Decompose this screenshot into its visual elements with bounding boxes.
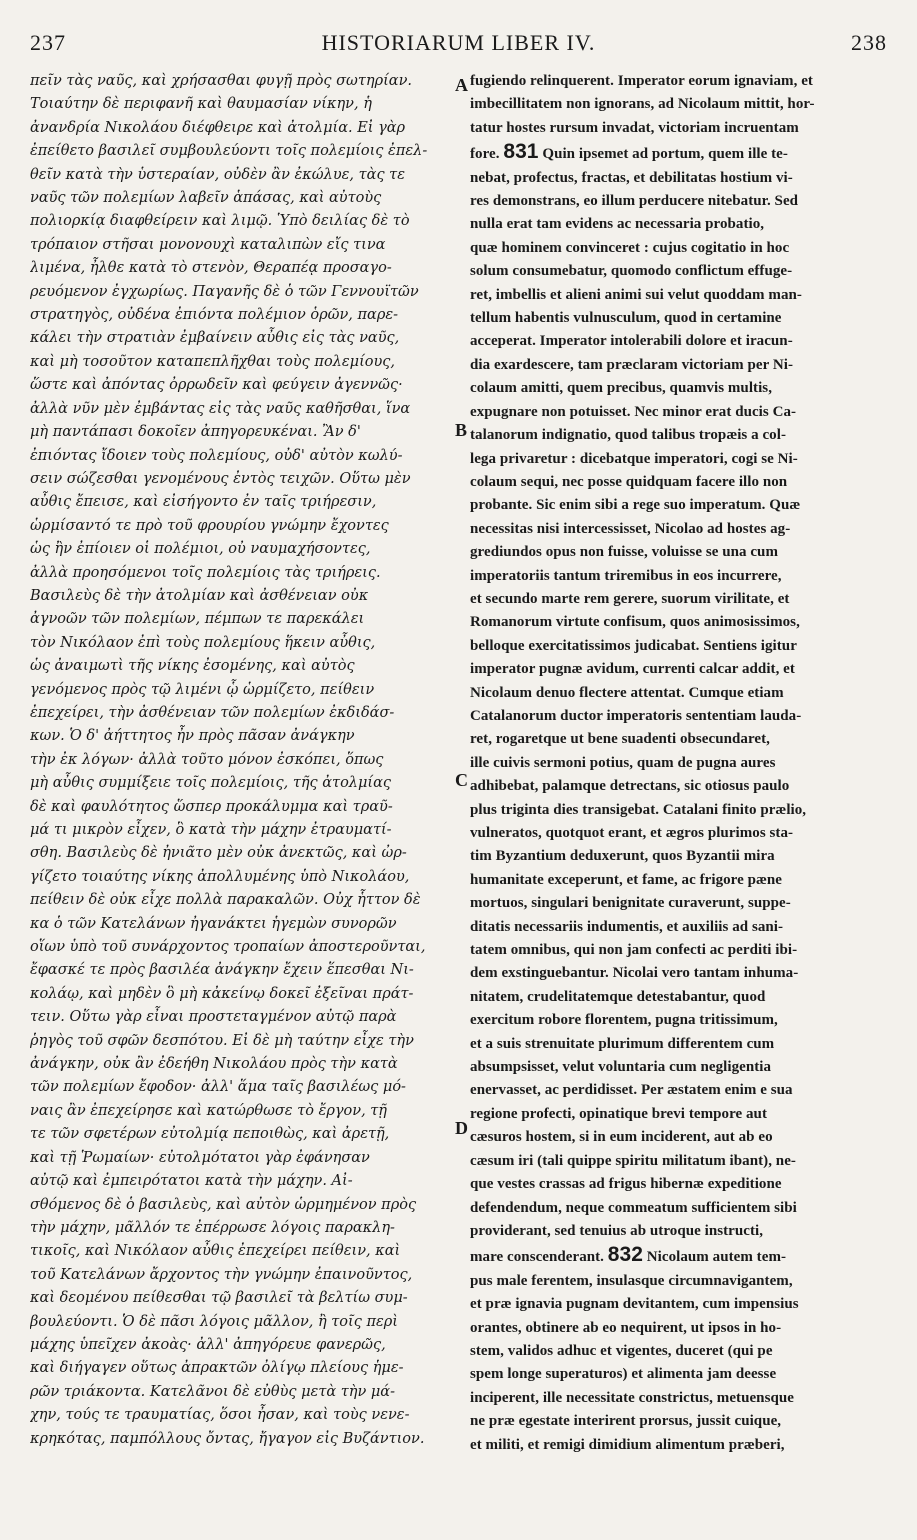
latin-line: dia exardescere, tam præclaram victoriam per Ni- <box>470 356 793 373</box>
greek-line: πολιορκίᾳ διαφθείρειν καὶ λιμῷ. Ὑπὸ δειλίας δὲ τὸ <box>30 213 410 230</box>
greek-line: καὶ τῇ Ῥωμαίων· εὐτολμότατοι γὰρ ἐφάνησαν <box>30 1149 370 1166</box>
greek-line: ναις ἂν ἐπεχείρησε καὶ κατώρθωσε τὸ ἔργον, τῇ <box>30 1102 387 1119</box>
running-title: HISTORIARUM LIBER IV. <box>321 30 596 55</box>
latin-line: ne præ egestate interirent prorsus, jussit cuique, <box>470 1413 782 1430</box>
latin-line-text: mare conscenderant. <box>470 1249 608 1266</box>
greek-line: πείθειν δὲ οὐκ εἶχε πολλὰ παρακαλῶν. Οὐχ ἧττον δὲ <box>30 892 421 909</box>
latin-line: grediundos opus non fuisse, voluisse se una cum <box>470 544 778 561</box>
page-header <box>30 30 887 62</box>
greek-line: κρηκότας, παμπόλλους ὄντας, ἤγαγον εἰς Βυζάντιον. <box>30 1430 425 1447</box>
greek-line: ἀνανδρία Νικολάου διέφθειρε καὶ ἀτολμία. Εἰ γὰρ <box>30 119 406 136</box>
latin-line: colaum amitti, quem precibus, quamvis multis, <box>470 380 772 397</box>
latin-line: probante. Sic enim sibi a rege suo imperatum. Quæ <box>470 497 801 514</box>
latin-line <box>470 140 887 166</box>
latin-line: ret, rogaretque ut bene suadenti obsecundaret, <box>470 731 770 748</box>
latin-line: colaum sequi, nec posse quidquam facere illo non <box>470 473 788 490</box>
latin-line: solum consumebatur, quomodo conflictum effuge- <box>470 263 793 280</box>
greek-line: μάχης ὑπεῖχεν ἀκοὰς· ἀλλ' ἀπηγόρευε φανερῶς, <box>30 1336 386 1353</box>
greek-line: καὶ δεομένου πείθεσθαι τῷ βασιλεῖ τὰ βελτίω συμ- <box>30 1290 408 1307</box>
latin-line <box>470 1243 887 1269</box>
greek-line: χην, τούς τε τραυματίας, ὅσοι ἦσαν, καὶ τοὺς νενε- <box>30 1407 410 1424</box>
latin-line: Catalanorum ductor imperatoris sententiam lauda- <box>470 707 802 724</box>
latin-line: quæ hominem convinceret : cujus cogitatio in hoc <box>470 239 790 256</box>
latin-line: expugnare non potuisset. Nec minor erat ducis Ca- <box>470 403 797 420</box>
greek-line: τὴν ἐκ λόγων· ἀλλὰ τοῦτο μόνον ἐσκόπει, ὅπως <box>30 751 384 768</box>
greek-line: τειν. Οὕτω γὰρ εἶναι προστεταγμένον αὐτῷ παρὰ <box>30 1009 397 1026</box>
greek-line: στρατηγὸς, οὐδένα ἐπιόντα πολέμιον ὁρῶν, παρε- <box>30 307 399 324</box>
section-number: 831 <box>503 140 539 164</box>
latin-line: tatur hostes rursum invadat, victoriam incruentam <box>470 119 799 136</box>
latin-line: absumpsisset, velut voluntaria cum negligentia <box>470 1059 772 1076</box>
latin-line: providerant, sed tenuius ab utroque instructi, <box>470 1222 764 1239</box>
greek-line: τὸν Νικόλαον ἐπὶ τοὺς πολεμίους ἥκειν αὖθις, <box>30 634 376 651</box>
greek-line: τοῦ Κατελάνων ἄρχοντος τὴν γνώμην ἐπαινοῦντος, <box>30 1266 413 1283</box>
greek-text-column <box>30 70 454 1510</box>
greek-line: αὐτῷ καὶ ἐμπειρότατοι κατὰ τὴν μάχην. Αἰ- <box>30 1173 353 1190</box>
latin-line: spem longe superaturos) et alimenta jam deesse <box>470 1366 777 1383</box>
latin-line: adhibebat, palamque detrectans, sic otiosus paulo <box>470 778 790 795</box>
margin-letter-b: B <box>455 420 468 440</box>
greek-line: δὲ καὶ φαυλότητος ὥσπερ προκάλυμμα καὶ τραῦ- <box>30 798 393 815</box>
latin-line: inciperent, ille necessitate constrictus, metuensque <box>470 1389 794 1406</box>
latin-text-column <box>470 70 887 1510</box>
greek-line: σθόμενος δὲ ὁ βασιλεὺς, καὶ αὐτὸν ὡρμημένον πρὸς <box>30 1196 417 1213</box>
latin-line: ille cuivis sermoni potius, quam de pugna aures <box>470 754 776 771</box>
greek-line: λιμένα, ἦλθε κατὰ τὸ στενὸν, Θεραπέᾳ προσαγο- <box>30 260 392 277</box>
latin-line: et præ ignavia pugnam devitantem, cum impensius <box>470 1296 799 1313</box>
greek-line: ἐπιόντας ἴδοιεν τοὺς πολεμίους, οὐδ' αὐτὸν κωλύ- <box>30 447 403 464</box>
latin-line: tellum habentis vulnusculum, quod in certamine <box>470 310 782 327</box>
greek-line: ρῶν τριάκοντα. Κατελᾶνοι δὲ εὐθὺς μετὰ τὴν μά- <box>30 1383 395 1400</box>
latin-line: defendendum, neque commeatum sufficientem sibi <box>470 1199 797 1216</box>
latin-line: ret, imbellis et alieni animi sui velut quoddam man- <box>470 286 802 303</box>
left-page-number: 237 <box>30 30 66 55</box>
greek-line: μὴ αὖθις συμμίξειε τοῖς πολεμίοις, τῆς ἀτολμίας <box>30 775 392 792</box>
latin-line: et a suis strenuitate plurimum differentem cum <box>470 1035 775 1052</box>
latin-line: plus triginta dies transigebat. Catalani finito prælio, <box>470 801 807 818</box>
latin-line: Nicolaum denuo flectere attentat. Cumque etiam <box>470 684 784 701</box>
latin-line: lega privaretur : dicebatque imperatori, cogi se Ni- <box>470 450 798 467</box>
greek-line: ὡς ἢν ἐπίοιεν οἱ πολέμιοι, οὐ ναυμαχήσοντες, <box>30 541 371 558</box>
greek-line: καὶ μὴ τοσοῦτον καταπεπλῆχθαι τοὺς πολεμίους, <box>30 353 396 370</box>
greek-line: πεῖν τὰς ναῦς, καὶ χρήσασθαι φυγῇ πρὸς σωτηρίαν. <box>30 73 413 89</box>
greek-line: Τοιαύτην δὲ περιφανῆ καὶ θαυμασίαν νίκην, ἡ <box>30 96 372 113</box>
greek-line: καὶ διήγαγεν οὕτως ἀπρακτῶν ὀλίγῳ πλείους ἡμε- <box>30 1360 404 1377</box>
latin-line: stem, validos adhuc et vigentes, duceret (qui pe <box>470 1342 773 1359</box>
greek-line: βουλεύοντι. Ὁ δὲ πᾶσι λόγοις μᾶλλον, ἢ τοῖς περὶ <box>30 1313 398 1330</box>
greek-line: τὴν μάχην, μᾶλλόν τε ἐπέρρωσε λόγοις παρακλη- <box>30 1219 395 1236</box>
latin-line-text: Nicolaum autem tem- <box>642 1249 787 1266</box>
latin-line: et secundo marte rem gerere, suorum virilitate, et <box>470 590 790 607</box>
latin-line: belloque exercitatissimos judicabat. Sentiens igitur <box>470 637 797 654</box>
latin-line: orantes, obtinere ab eo nequirent, ut ipsos in ho- <box>470 1319 782 1336</box>
latin-line: imperatoriis tantum triremibus in eos incurrere, <box>470 567 782 584</box>
greek-line: κων. Ὁ δ' ἀήττητος ἦν πρὸς πᾶσαν ἀνάγκην <box>30 728 355 745</box>
greek-line: ἀνάγκην, οὐκ ἂν ἐδεήθη Νικολάου πρὸς τὴν κατὰ <box>30 1056 398 1073</box>
latin-line: enervasset, ac perdidisset. Per æstatem enim e sua <box>470 1082 793 1099</box>
greek-line: Βασιλεὺς δὲ τὴν ἀτολμίαν καὶ ἀσθένειαν οὐκ <box>30 587 369 604</box>
latin-line: pus male ferentem, insulasque circumnavigantem, <box>470 1272 793 1289</box>
greek-line: γίζετο τοιαύτης νίκης ἀπολλυμένης ὑπὸ Νικολάου, <box>30 868 410 885</box>
greek-line: μὴ παντάπασι δοκοῖεν ἀπηγορευκέναι. Ἂν δ' <box>30 424 361 441</box>
latin-line: exercitum robore florentem, pugna tritissimum, <box>470 1012 778 1029</box>
greek-line: ναῦς τῶν πολεμίων λαβεῖν ἁπάσας, καὶ αὐτοὺς <box>30 190 382 207</box>
latin-line: dem exstinguebantur. Nicolai vero tantam inhuma- <box>470 965 799 982</box>
greek-line: ἐπείθετο βασιλεῖ συμβουλεύοντι τοῖς πολεμίοις ἐπελ- <box>30 143 428 160</box>
section-number: 832 <box>607 1243 643 1267</box>
greek-line: ὡρμίσαντό τε πρὸ τοῦ φρουρίου γνώμην ἔχοντες <box>30 517 389 534</box>
greek-line: αὖθις ἔπεισε, καὶ εἰσήγοντο ἐν ταῖς τριήρεσιν, <box>30 494 377 511</box>
latin-line: nebat, profectus, fractas, et debilitatas hostium vi- <box>470 169 793 186</box>
latin-line: et militi, et remigi dimidium alimentum præberi, <box>470 1436 785 1453</box>
greek-line: σθη. Βασιλεὺς δὲ ἠνιᾶτο μὲν οὐκ ἀνεκτῶς, καὶ ὠρ- <box>30 845 407 862</box>
greek-line: τῶν πολεμίων ἔφοδον· ἀλλ' ἅμα ταῖς βασιλέως μό- <box>30 1079 406 1096</box>
latin-line: tatem omnibus, qui non jam confecti ac perditi ibi- <box>470 942 798 959</box>
greek-line: ἔφασκέ τε πρὸς βασιλέα ἀνάγκην ἔχειν ἕπεσθαι Νι- <box>30 962 414 979</box>
latin-line: mortuos, singulari benignitate curaverunt, suppe- <box>470 895 791 912</box>
greek-line: κολάῳ, καὶ μηδὲν ὃ μὴ κἀκείνῳ δοκεῖ ἐξεῖναι πράτ- <box>30 985 414 1002</box>
greek-line: ὥστε καὶ ἀπόντας ὀρρωδεῖν καὶ φεύγειν ἀγεννῶς· <box>30 377 403 394</box>
latin-line: cæsum iri (tali quippe spiritu militatum ibant), ne- <box>470 1152 796 1169</box>
latin-line-text: fore. <box>470 146 504 163</box>
latin-line: ditatis necessariis indumentis, et auxiliis ad sani- <box>470 918 784 935</box>
greek-line: σειν σώζεσθαι γενομένους ἐντὸς τειχῶν. Οὕτω μὲν <box>30 470 411 487</box>
latin-line: tim Byzantium deduxerunt, quos Byzantii mira <box>470 848 775 865</box>
latin-line: Romanorum virtute confisum, quos animosissimos, <box>470 614 800 631</box>
greek-line: ἀλλὰ προησόμενοι τοῖς πολεμίοις τὰς τριήρεις. <box>30 564 381 581</box>
latin-line: regione profecti, opinatique brevi tempore aut <box>470 1105 767 1122</box>
greek-line: ἐπεχείρει, τὴν ἀσθένειαν τῶν πολεμίων ἐκδιδάσ- <box>30 704 395 721</box>
latin-line: necessitas nisi intercessisset, Nicolao ad hostes ag- <box>470 520 791 537</box>
margin-letter-a: A <box>455 75 468 95</box>
latin-line: humanitate exceperunt, et fame, ac frigore pæne <box>470 871 782 888</box>
right-page-number: 238 <box>851 30 887 55</box>
latin-line: imperator pugnæ avidum, currenti calcar addit, et <box>470 661 795 678</box>
greek-line: θεῖν κατὰ τὴν ὑστεραίαν, οὐδὲν ἂν ἐκώλυε, τὰς τε <box>30 166 405 183</box>
margin-letter-d: D <box>455 1118 468 1138</box>
latin-line: vulneratos, quotquot erant, et ægros plurimos sta- <box>470 825 794 841</box>
latin-line: nulla erat tam evidens ac necessaria probatio, <box>470 216 765 233</box>
latin-line: imbecillitatem non ignorans, ad Nicolaum mittit, hor- <box>470 96 815 113</box>
greek-line: ῥηγὸς τοῦ σφῶν δεσπότου. Εἰ δὲ μὴ ταύτην εἶχε τὴν <box>30 1032 414 1049</box>
margin-letter-c: C <box>455 770 468 790</box>
greek-line: ἀλλὰ νῦν μὲν ἐμβάντας εἰς τὰς ναῦς καθῆσθαι, ἵνα <box>30 400 411 417</box>
greek-line: τικοῖς, καὶ Νικόλαον αὖθις ἐπεχείρει πείθειν, καὶ <box>30 1243 401 1260</box>
greek-line: οἵων ὑπὸ τοῦ συνάρχοντος τροπαίων ἀποστεροῦνται, <box>30 939 426 956</box>
greek-line: μά τι μικρὸν εἶχεν, ὃ κατὰ τὴν μάχην ἐτραυματί- <box>30 822 392 838</box>
latin-line: que vestes crassas ad frigus hibernæ expeditione <box>470 1176 782 1193</box>
latin-line: talanorum indignatio, quod talibus tropæis a col- <box>470 427 786 444</box>
latin-line: fugiendo relinquerent. Imperator eorum ignaviam, et <box>470 73 813 89</box>
latin-line: nitatem, crudelitatemque detestabantur, quod <box>470 988 766 1005</box>
greek-line: ἀγνοῶν τῶν πολεμίων, πέμπων τε παρεκάλει <box>30 611 365 628</box>
greek-line: γενόμενος πρὸς τῷ λιμένι ᾧ ὡρμίζετο, πείθειν <box>30 681 375 698</box>
greek-line: κάλει τὴν στρατιὰν ἐμβαίνειν αὖθις εἰς τὰς ναῦς, <box>30 330 400 347</box>
latin-line: cæsuros hostem, si in eum inciderent, aut ab eo <box>470 1129 773 1146</box>
latin-line: acceperat. Imperator intolerabili dolore et iracun- <box>470 333 793 350</box>
greek-line: τε τῶν σφετέρων εὐτολμίᾳ πεποιθὼς, καὶ ἀρετῇ, <box>30 1126 390 1143</box>
latin-line: res demonstrans, eo illum perducere nitebatur. Sed <box>470 193 799 210</box>
latin-line-text: Quin ipsemet ad portum, quem ille te- <box>538 146 788 163</box>
greek-line: κα ὁ τῶν Κατελάνων ἠγανάκτει ἡγεμὼν συνορῶν <box>30 915 397 932</box>
greek-line: ὡς ἀναιμωτὶ τῆς νίκης ἐσομένης, καὶ αὐτὸς <box>30 658 355 675</box>
greek-line: ρευόμενον ἐγχωρίως. Παγανῆς δὲ ὁ τῶν Γεννουϊτῶν <box>30 283 419 300</box>
greek-line: τρόπαιον στῆσαι μονονουχὶ καταλιπὼν εἴς τινα <box>30 236 386 253</box>
